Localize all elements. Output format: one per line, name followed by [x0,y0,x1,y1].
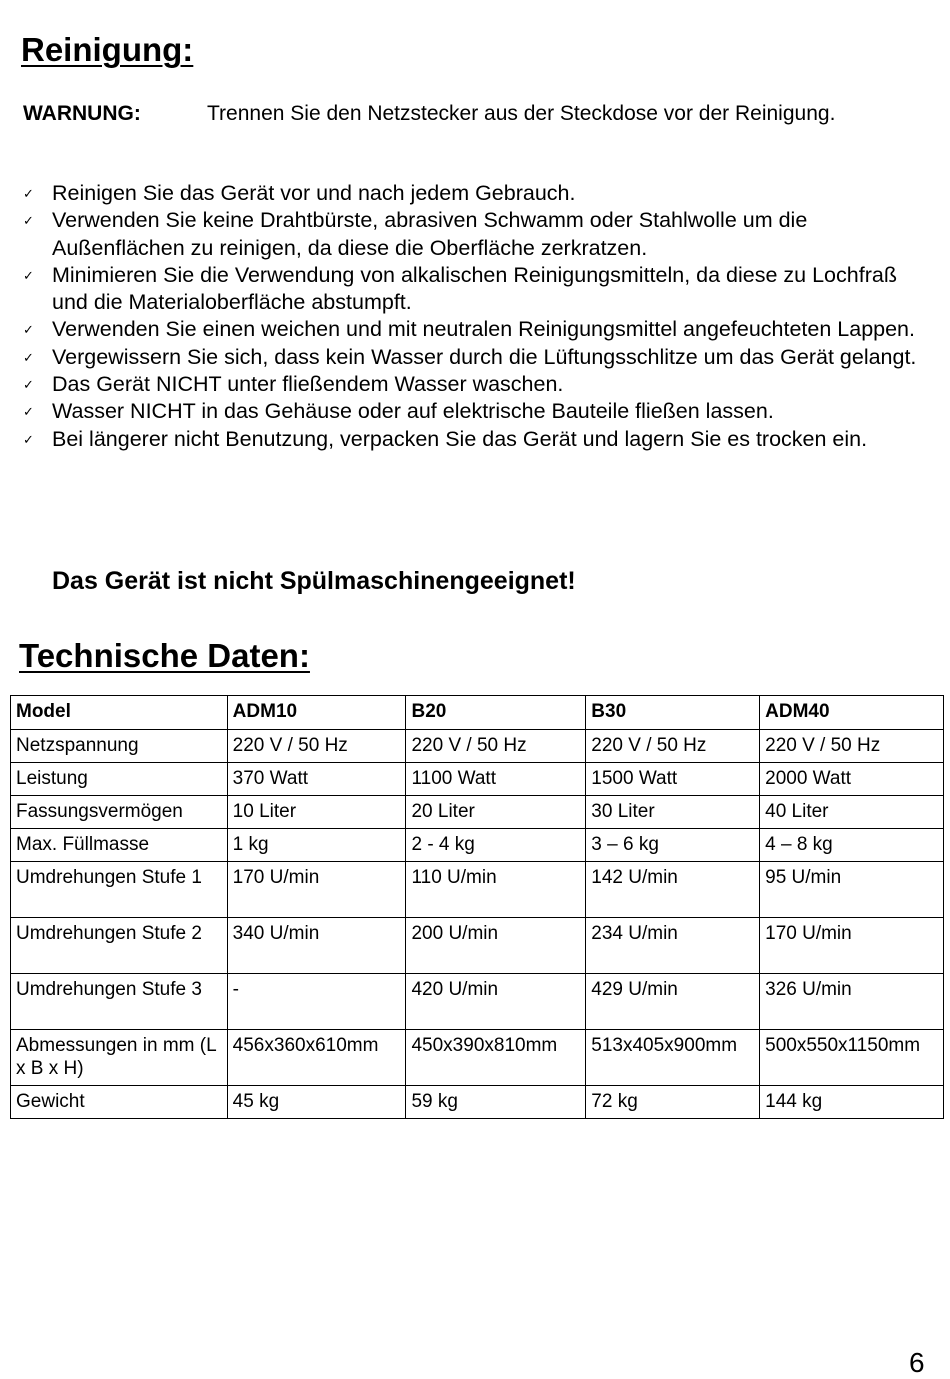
header-cell: ADM40 [760,696,944,730]
table-cell: 420 U/min [406,974,586,1030]
table-cell: 513x405x900mm [586,1030,760,1086]
table-cell: 220 V / 50 Hz [227,730,406,763]
table-cell: 95 U/min [760,862,944,918]
checkmark-icon: ✓ [23,213,34,229]
table-cell: 1500 Watt [586,763,760,796]
section-title-cleaning: Reinigung: [21,31,194,68]
warning-label: WARNUNG: [23,102,141,125]
header-cell: Model [11,696,228,730]
table-cell: 10 Liter [227,796,406,829]
cleaning-instructions-list [0,180,920,453]
table-cell: 110 U/min [406,862,586,918]
table-cell: - [227,974,406,1030]
table-header-row [11,696,944,730]
row-label: Gewicht [11,1086,228,1119]
list-item [0,344,920,371]
header-cell: ADM10 [227,696,406,730]
list-item-text: Minimieren Sie die Verwendung von alkalischen Reinigungsmitteln, da diese zu Lochfraß und die Materialoberfläche abstumpft. [52,262,897,315]
table-cell: 30 Liter [586,796,760,829]
table-row [11,829,944,862]
table-cell: 142 U/min [586,862,760,918]
header-cell: B30 [586,696,760,730]
table-cell: 144 kg [760,1086,944,1119]
section-title-technical-data: Technische Daten: [19,637,310,674]
checkmark-icon: ✓ [23,322,34,338]
table-cell: 72 kg [586,1086,760,1119]
row-label: Umdrehungen Stufe 3 [11,974,228,1030]
checkmark-icon: ✓ [23,349,34,365]
table-cell: 370 Watt [227,763,406,796]
table-cell: 220 V / 50 Hz [586,730,760,763]
checkmark-icon: ✓ [23,431,34,447]
table-cell: 2000 Watt [760,763,944,796]
list-item-text: Bei längerer nicht Benutzung, verpacken Sie das Gerät und lagern Sie es trocken ein. [52,426,868,451]
table-cell: 3 – 6 kg [586,829,760,862]
table-cell: 220 V / 50 Hz [406,730,586,763]
table-row [11,1030,944,1086]
table-cell: 1100 Watt [406,763,586,796]
list-item-text: Verwenden Sie einen weichen und mit neutralen Reinigungsmittel angefeuchteten Lappen. [52,317,915,342]
list-item-text: Wasser NICHT in das Gehäuse oder auf elektrische Bauteile fließen lassen. [52,399,774,424]
row-label: Umdrehungen Stufe 2 [11,918,228,974]
list-item [0,426,920,453]
row-label: Max. Füllmasse [11,829,228,862]
row-label: Fassungsvermögen [11,796,228,829]
table-cell: 170 U/min [760,918,944,974]
list-item-text: Reinigen Sie das Gerät vor und nach jedem Gebrauch. [52,181,576,205]
table-row [11,1086,944,1119]
table-cell: 220 V / 50 Hz [760,730,944,763]
table-cell: 45 kg [227,1086,406,1119]
checkmark-icon: ✓ [23,377,34,393]
table-cell: 20 Liter [406,796,586,829]
list-item-text: Verwenden Sie keine Drahtbürste, abrasiven Schwamm oder Stahlwolle um die Außenflächen zu reinigen, da diese die Oberfläche zerkratzen. [52,208,808,260]
warning-text: Trennen Sie den Netzstecker aus der Steckdose vor der Reinigung. [207,102,836,125]
list-item [0,262,920,317]
table-row [11,918,944,974]
checkmark-icon: ✓ [23,404,34,420]
list-item [0,398,920,425]
row-label: Netzspannung [11,730,228,763]
table-row [11,730,944,763]
page-number: 6 [909,1347,925,1378]
table-cell: 456x360x610mm [227,1030,406,1086]
table-row [11,974,944,1030]
table-row [11,763,944,796]
table-row [11,862,944,918]
table-cell: 450x390x810mm [406,1030,586,1086]
table-cell: 4 – 8 kg [760,829,944,862]
table-cell: 500x550x1150mm [760,1030,944,1086]
table-cell: 340 U/min [227,918,406,974]
row-label: Abmessungen in mm (L x B x H) [11,1030,228,1086]
list-item-text: Vergewissern Sie sich, dass kein Wasser durch die Lüftungsschlitze um das Gerät gelangt. [52,344,917,369]
row-label: Leistung [11,763,228,796]
table-cell: 1 kg [227,829,406,862]
list-item [0,207,920,262]
table-cell: 326 U/min [760,974,944,1030]
table-cell: 200 U/min [406,918,586,974]
table-cell: 234 U/min [586,918,760,974]
table-cell: 40 Liter [760,796,944,829]
list-item [0,316,920,343]
table-cell: 170 U/min [227,862,406,918]
checkmark-icon: ✓ [23,186,34,201]
list-item [0,180,920,207]
row-label: Umdrehungen Stufe 1 [11,862,228,918]
table-row [11,796,944,829]
checkmark-icon: ✓ [23,267,34,283]
header-cell: B20 [406,696,586,730]
table-cell: 2 - 4 kg [406,829,586,862]
table-cell: 429 U/min [586,974,760,1030]
technical-data-table [10,695,944,1119]
list-item-text: Das Gerät NICHT unter fließendem Wasser waschen. [52,372,564,397]
table-cell: 59 kg [406,1086,586,1119]
list-item [0,371,920,398]
dishwasher-notice: Das Gerät ist nicht Spülmaschinengeeignet! [52,567,576,595]
